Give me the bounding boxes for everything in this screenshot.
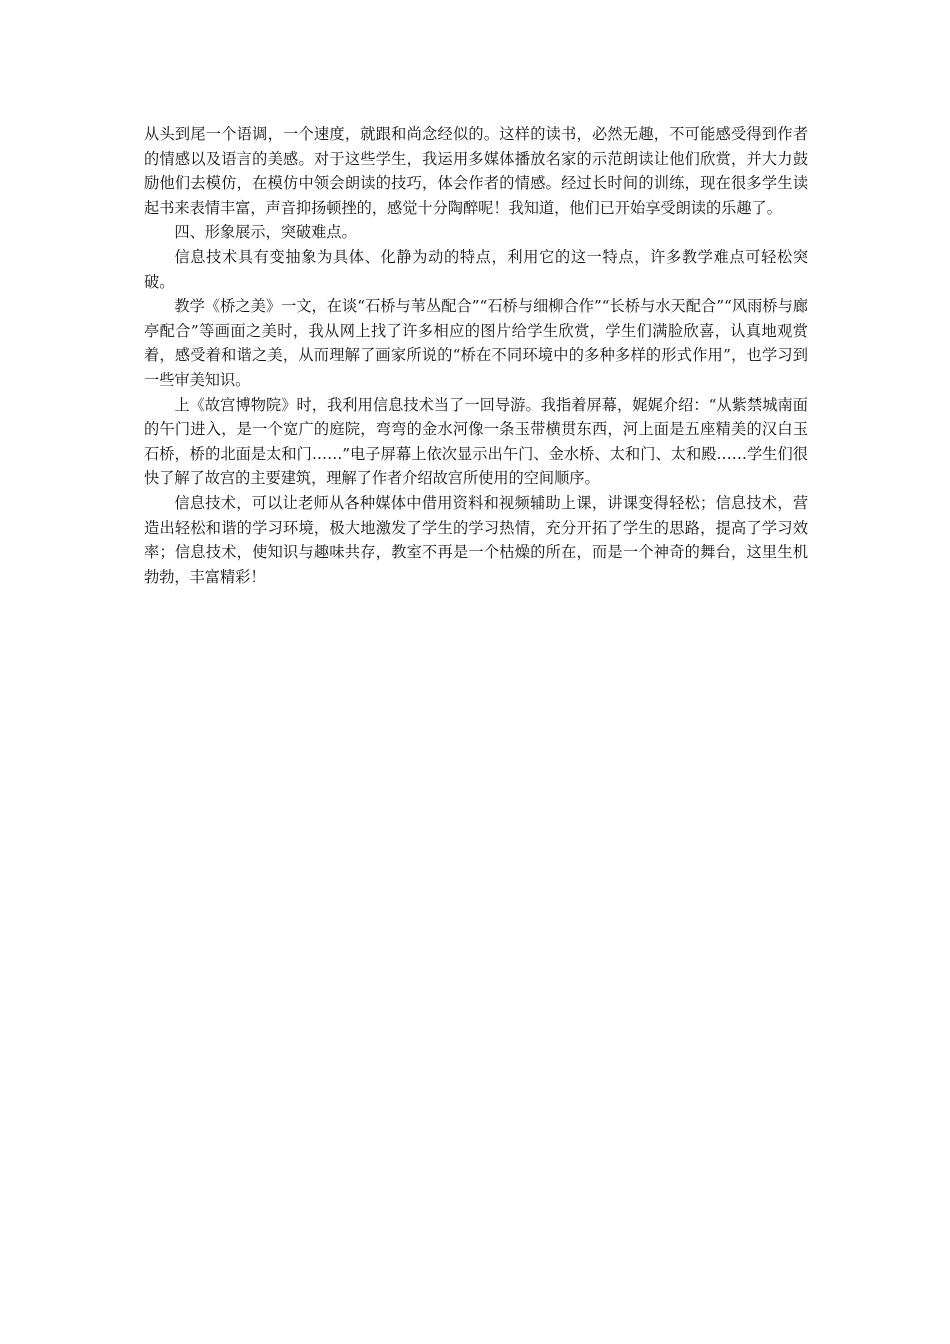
- document-body: [144, 122, 808, 589]
- paragraph-conclusion: 信息技术，可以让老师从各种媒体中借用资料和视频辅助上课，讲课变得轻松；信息技术，营造出轻松和谐的学习环境，极大地激发了学生的学习热情，充分开拓了学生的思路，提高了学习效率；信息技术，使知识与趣味共存，教室不再是一个枯燥的所在，而是一个神奇的舞台，这里生机勃勃，丰富精彩！: [144, 493, 808, 586]
- paragraph-continuation: 从头到尾一个语调，一个速度，就跟和尚念经似的。这样的读书，必然无趣，不可能感受得到作者的情感以及语言的美感。对于这些学生，我运用多媒体播放名家的示范朗读让他们欣赏，并大力鼓励他们去模仿，在模仿中领会朗读的技巧，体会作者的情感。经过长时间的训练，现在很多学生读起书来表情丰富，声音抑扬顿挫的，感觉十分陶醉呢！我知道，他们已开始享受朗读的乐趣了。: [144, 125, 808, 217]
- paragraph-intro: 信息技术具有变抽象为具体、化静为动的特点，利用它的这一特点，许多教学难点可轻松突破。: [144, 247, 808, 291]
- paragraph-palace-lesson: 上《故宫博物院》时，我利用信息技术当了一回导游。我指着屏幕，娓娓介绍：“从紫禁城南面的午门进入，是一个宽广的庭院，弯弯的金水河像一条玉带横贯东西，河上面是五座精美的汉白玉石桥，桥的北面是太和门……”电子屏幕上依次显示出午门、金水桥、太和门、太和殿……学生们很快了解了故宫的主要建筑，理解了作者介绍故宫所使用的空间顺序。: [144, 395, 808, 488]
- section-heading-4: 四、形象展示，突破难点。: [174, 223, 357, 242]
- paragraph-bridge-lesson: 教学《桥之美》一文，在谈“石桥与苇丛配合”“石桥与细柳合作”“长桥与水天配合”“风雨桥与廊亭配合”等画面之美时，我从网上找了许多相应的图片给学生欣赏，学生们满脸欣喜，认真地观赏着，感受着和谐之美，从而理解了画家所说的“桥在不同环境中的多种多样的形式作用”，也学习到一些审美知识。: [144, 297, 808, 389]
